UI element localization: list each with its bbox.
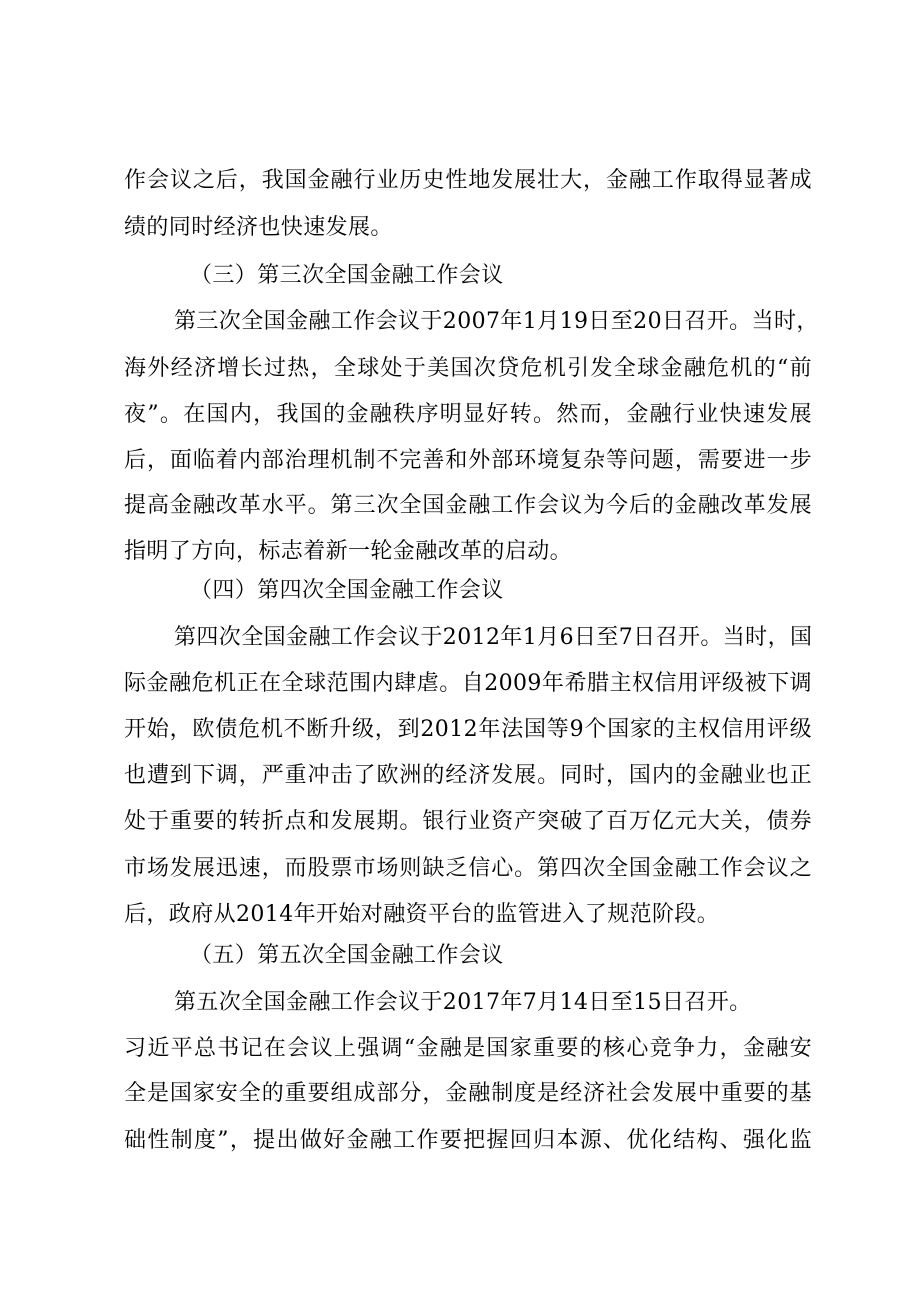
paragraph-line: 作会议之后，我国金融行业历史性地发展壮大，金融工作取得显著成 bbox=[124, 168, 812, 193]
paragraph-line: 提高金融改革水平。第三次全国金融工作会议为今后的金融改革发展 bbox=[124, 493, 812, 518]
paragraph-line: 全是国家安全的重要组成部分，金融制度是经济社会发展中重要的基 bbox=[124, 1081, 812, 1106]
paragraph-line: 第三次全国金融工作会议于2007年1月19日至20日召开。当时， bbox=[174, 309, 819, 334]
paragraph-line: 第四次全国金融工作会议于2012年1月6日至7日召开。当时，国 bbox=[174, 625, 813, 650]
paragraph-line: 际金融危机正在全球范围内肆虐。自2009年希腊主权信用评级被下调 bbox=[124, 671, 812, 696]
paragraph-line: 处于重要的转折点和发展期。银行业资产突破了百万亿元大关，债券 bbox=[124, 809, 812, 834]
section-heading-5: （五）第五次全国金融工作会议 bbox=[190, 943, 504, 968]
paragraph-line: 开始，欧债危机不断升级，到2012年法国等9个国家的主权信用评级 bbox=[124, 717, 812, 742]
paragraph-line: 后，面临着内部治理机制不完善和外部环境复杂等问题，需要进一步 bbox=[124, 448, 812, 473]
paragraph-line: 海外经济增长过热，全球处于美国次贷危机引发全球金融危机的“前 bbox=[124, 356, 812, 381]
paragraph-line: 指明了方向，标志着新一轮金融改革的启动。 bbox=[124, 539, 573, 564]
paragraph-line: 第五次全国金融工作会议于2017年7月14日至15日召开。 bbox=[174, 990, 752, 1015]
section-heading-3: （三）第三次全国金融工作会议 bbox=[190, 263, 504, 288]
paragraph-line: 后，政府从2014年开始对融资平台的监管进入了规范阶段。 bbox=[124, 902, 720, 927]
paragraph-line: 习近平总书记在会议上强调“金融是国家重要的核心竞争力，金融安 bbox=[124, 1036, 812, 1061]
paragraph-line: 绩的同时经济也快速发展。 bbox=[124, 215, 393, 240]
paragraph-line: 夜”。在国内，我国的金融秩序明显好转。然而，金融行业快速发展 bbox=[124, 402, 812, 427]
paragraph-line: 础性制度”，提出做好金融工作要把握回归本源、优化结构、强化监 bbox=[124, 1128, 812, 1153]
paragraph-line: 也遭到下调，严重冲击了欧洲的经济发展。同时，国内的金融业也正 bbox=[124, 763, 812, 788]
paragraph-line: 市场发展迅速，而股票市场则缺乏信心。第四次全国金融工作会议之 bbox=[124, 856, 812, 881]
section-heading-4: （四）第四次全国金融工作会议 bbox=[190, 578, 504, 603]
